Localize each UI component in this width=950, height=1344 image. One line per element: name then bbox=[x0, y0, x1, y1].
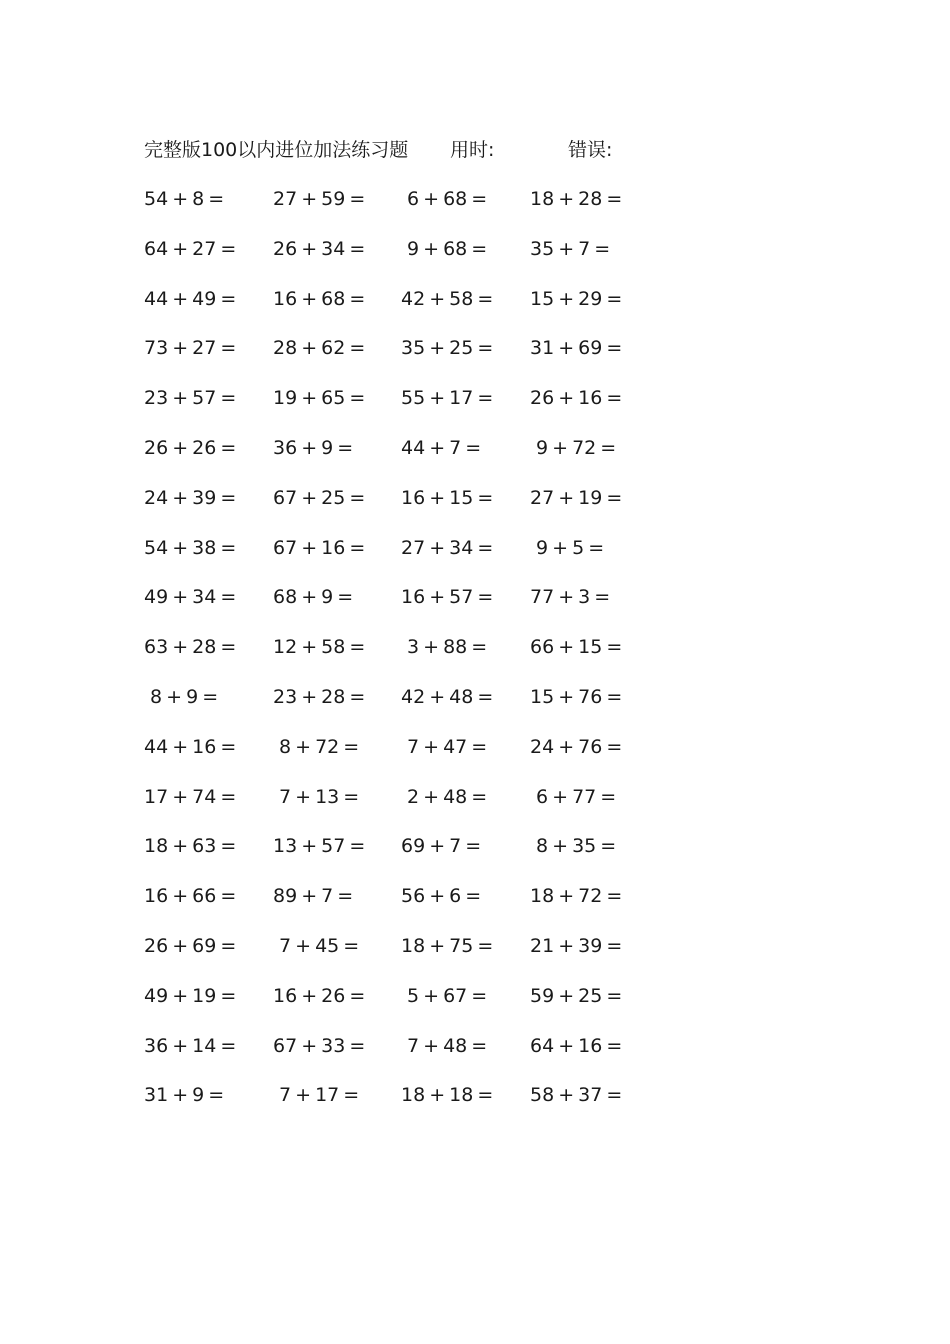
problem-item: 36 + 14 = bbox=[144, 1034, 237, 1057]
problem-item: 2 + 48 = bbox=[407, 785, 488, 808]
problem-item: 31 + 69 = bbox=[530, 337, 623, 360]
worksheet-title: 完整版100以内进位加法练习题 bbox=[144, 139, 409, 161]
problem-item: 18 + 18 = bbox=[401, 1084, 494, 1107]
problem-item: 44 + 49 = bbox=[144, 287, 237, 310]
problem-item: 7 + 45 = bbox=[279, 934, 360, 957]
problem-item: 8 + 35 = bbox=[536, 835, 617, 858]
problem-item: 49 + 19 = bbox=[144, 984, 237, 1007]
problem-item: 42 + 58 = bbox=[401, 287, 494, 310]
problem-item: 18 + 75 = bbox=[401, 934, 494, 957]
problem-item: 5 + 67 = bbox=[407, 984, 488, 1007]
problem-row bbox=[0, 682, 950, 732]
problem-item: 23 + 28 = bbox=[273, 685, 366, 708]
problem-item: 67 + 16 = bbox=[273, 536, 366, 559]
problem-item: 68 + 9 = bbox=[273, 586, 354, 609]
problem-row bbox=[0, 184, 950, 234]
problem-item: 16 + 15 = bbox=[401, 486, 494, 509]
problem-row bbox=[0, 533, 950, 583]
problem-item: 73 + 27 = bbox=[144, 337, 237, 360]
problem-item: 44 + 7 = bbox=[401, 436, 482, 459]
problem-row bbox=[0, 582, 950, 632]
problem-item: 3 + 88 = bbox=[407, 636, 488, 659]
problem-row bbox=[0, 1031, 950, 1081]
problem-item: 44 + 16 = bbox=[144, 735, 237, 758]
problem-item: 67 + 25 = bbox=[273, 486, 366, 509]
problem-item: 7 + 47 = bbox=[407, 735, 488, 758]
problem-item: 18 + 63 = bbox=[144, 835, 237, 858]
problem-item: 64 + 16 = bbox=[530, 1034, 623, 1057]
problem-item: 58 + 37 = bbox=[530, 1084, 623, 1107]
time-used-label: 用时: bbox=[450, 139, 495, 161]
problem-item: 63 + 28 = bbox=[144, 636, 237, 659]
problem-item: 27 + 19 = bbox=[530, 486, 623, 509]
problem-item: 17 + 74 = bbox=[144, 785, 237, 808]
problem-item: 54 + 8 = bbox=[144, 188, 225, 210]
problem-item: 56 + 6 = bbox=[401, 885, 482, 908]
problem-row bbox=[0, 383, 950, 433]
problem-item: 15 + 76 = bbox=[530, 685, 623, 708]
problem-row bbox=[0, 632, 950, 682]
problem-item: 9 + 72 = bbox=[536, 436, 617, 459]
problem-item: 7 + 17 = bbox=[279, 1084, 360, 1107]
problem-item: 9 + 5 = bbox=[536, 536, 605, 559]
problem-row bbox=[0, 1080, 950, 1130]
problem-item: 12 + 58 = bbox=[273, 636, 366, 659]
problem-item: 16 + 26 = bbox=[273, 984, 366, 1007]
problem-item: 18 + 72 = bbox=[530, 885, 623, 908]
problem-item: 55 + 17 = bbox=[401, 387, 494, 410]
errors-label: 错误: bbox=[568, 139, 613, 161]
worksheet-header bbox=[144, 135, 664, 165]
problem-item: 16 + 57 = bbox=[401, 586, 494, 609]
problem-item: 18 + 28 = bbox=[530, 188, 623, 210]
problem-item: 24 + 76 = bbox=[530, 735, 623, 758]
problem-item: 26 + 16 = bbox=[530, 387, 623, 410]
problem-row bbox=[0, 284, 950, 334]
problem-item: 6 + 68 = bbox=[407, 188, 488, 210]
problem-item: 16 + 66 = bbox=[144, 885, 237, 908]
problem-grid bbox=[0, 184, 950, 1130]
problem-item: 26 + 26 = bbox=[144, 436, 237, 459]
problem-item: 28 + 62 = bbox=[273, 337, 366, 360]
problem-item: 49 + 34 = bbox=[144, 586, 237, 609]
problem-row bbox=[0, 433, 950, 483]
problem-row bbox=[0, 981, 950, 1031]
problem-item: 69 + 7 = bbox=[401, 835, 482, 858]
problem-item: 59 + 25 = bbox=[530, 984, 623, 1007]
problem-row bbox=[0, 931, 950, 981]
problem-item: 66 + 15 = bbox=[530, 636, 623, 659]
problem-row bbox=[0, 732, 950, 782]
problem-item: 42 + 48 = bbox=[401, 685, 494, 708]
problem-row bbox=[0, 881, 950, 931]
problem-item: 8 + 72 = bbox=[279, 735, 360, 758]
problem-row bbox=[0, 234, 950, 284]
problem-row bbox=[0, 483, 950, 533]
problem-item: 26 + 34 = bbox=[273, 237, 366, 260]
problem-item: 6 + 77 = bbox=[536, 785, 617, 808]
problem-item: 7 + 48 = bbox=[407, 1034, 488, 1057]
problem-item: 35 + 25 = bbox=[401, 337, 494, 360]
problem-item: 26 + 69 = bbox=[144, 934, 237, 957]
problem-item: 21 + 39 = bbox=[530, 934, 623, 957]
problem-item: 77 + 3 = bbox=[530, 586, 611, 609]
problem-item: 9 + 68 = bbox=[407, 237, 488, 260]
problem-row bbox=[0, 831, 950, 881]
problem-item: 64 + 27 = bbox=[144, 237, 237, 260]
problem-item: 23 + 57 = bbox=[144, 387, 237, 410]
problem-item: 7 + 13 = bbox=[279, 785, 360, 808]
problem-item: 16 + 68 = bbox=[273, 287, 366, 310]
problem-item: 67 + 33 = bbox=[273, 1034, 366, 1057]
problem-item: 36 + 9 = bbox=[273, 436, 354, 459]
problem-item: 27 + 59 = bbox=[273, 188, 366, 210]
problem-item: 8 + 9 = bbox=[150, 685, 219, 708]
problem-item: 27 + 34 = bbox=[401, 536, 494, 559]
problem-item: 13 + 57 = bbox=[273, 835, 366, 858]
problem-item: 19 + 65 = bbox=[273, 387, 366, 410]
problem-row bbox=[0, 333, 950, 383]
problem-item: 89 + 7 = bbox=[273, 885, 354, 908]
problem-item: 54 + 38 = bbox=[144, 536, 237, 559]
problem-item: 24 + 39 = bbox=[144, 486, 237, 509]
problem-item: 35 + 7 = bbox=[530, 237, 611, 260]
problem-item: 15 + 29 = bbox=[530, 287, 623, 310]
problem-row bbox=[0, 782, 950, 832]
problem-item: 31 + 9 = bbox=[144, 1084, 225, 1107]
